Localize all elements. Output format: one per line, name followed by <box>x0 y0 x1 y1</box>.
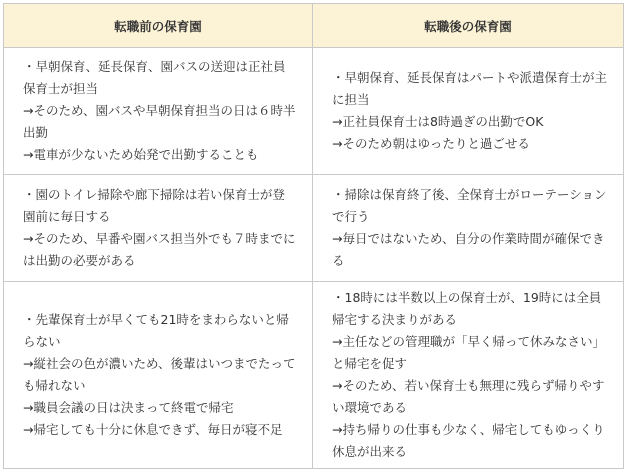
cell-line: →職員会議の日は決まって終電で帰宅 <box>23 400 234 415</box>
cell-after-commute <box>313 48 624 175</box>
cell-after-leaving <box>313 282 624 469</box>
cell-line: →持ち帰りの仕事も少なく、帰宅してもゆっくり休息が出来る <box>332 422 605 459</box>
comparison-table <box>3 3 624 469</box>
cell-after-cleaning <box>313 175 624 282</box>
cell-line: →帰宅しても十分に休息できず、毎日が寝不足 <box>23 422 283 437</box>
cell-line: ・掃除は保育終了後、全保育士がローテーションで行う <box>332 187 607 224</box>
header-after: 転職後の保育園 <box>313 4 624 48</box>
cell-line: →電車が少ないため始発で出勤することも <box>23 147 259 162</box>
header-row <box>4 4 624 48</box>
table-row <box>4 175 624 282</box>
cell-line: →主任などの管理職が「早く帰って休みなさい」と帰宅を促す <box>332 334 605 371</box>
cell-line: ・園のトイレ掃除や廊下掃除は若い保育士が登園前に毎日する <box>23 187 285 224</box>
cell-line: →縦社会の色が濃いため、後輩はいつまでたっても帰れない <box>23 356 296 393</box>
cell-line: ・早朝保育、延長保育はパートや派遣保育士が主に担当 <box>332 70 608 107</box>
cell-line: →そのため、園バスや早朝保育担当の日は６時半出勤 <box>23 103 296 140</box>
cell-line: →そのため、早番や園バス担当外でも７時までには出勤の必要がある <box>23 231 296 268</box>
cell-line: →そのため朝はゆったりと過ごせる <box>332 136 530 151</box>
cell-before-commute <box>4 48 313 175</box>
cell-before-cleaning <box>4 175 313 282</box>
cell-line: ・早朝保育、延長保育、園バスの送迎は正社員保育士が担当 <box>23 59 286 96</box>
cell-line: ・18時には半数以上の保育士が、19時には全員帰宅する決まりがある <box>332 290 602 327</box>
cell-line: →毎日ではないため、自分の作業時間が確保できる <box>332 231 605 268</box>
cell-line: →正社員保育士は8時過ぎの出勤でOK <box>332 114 544 129</box>
cell-line: ・先輩保育士が早くても21時をまわらないと帰らない <box>23 312 289 349</box>
cell-before-leaving <box>4 282 313 469</box>
table-row <box>4 48 624 175</box>
cell-line: →そのため、若い保育士も無理に残らず帰りやすい環境である <box>332 378 605 415</box>
header-before: 転職前の保育園 <box>4 4 313 48</box>
table-row <box>4 282 624 469</box>
